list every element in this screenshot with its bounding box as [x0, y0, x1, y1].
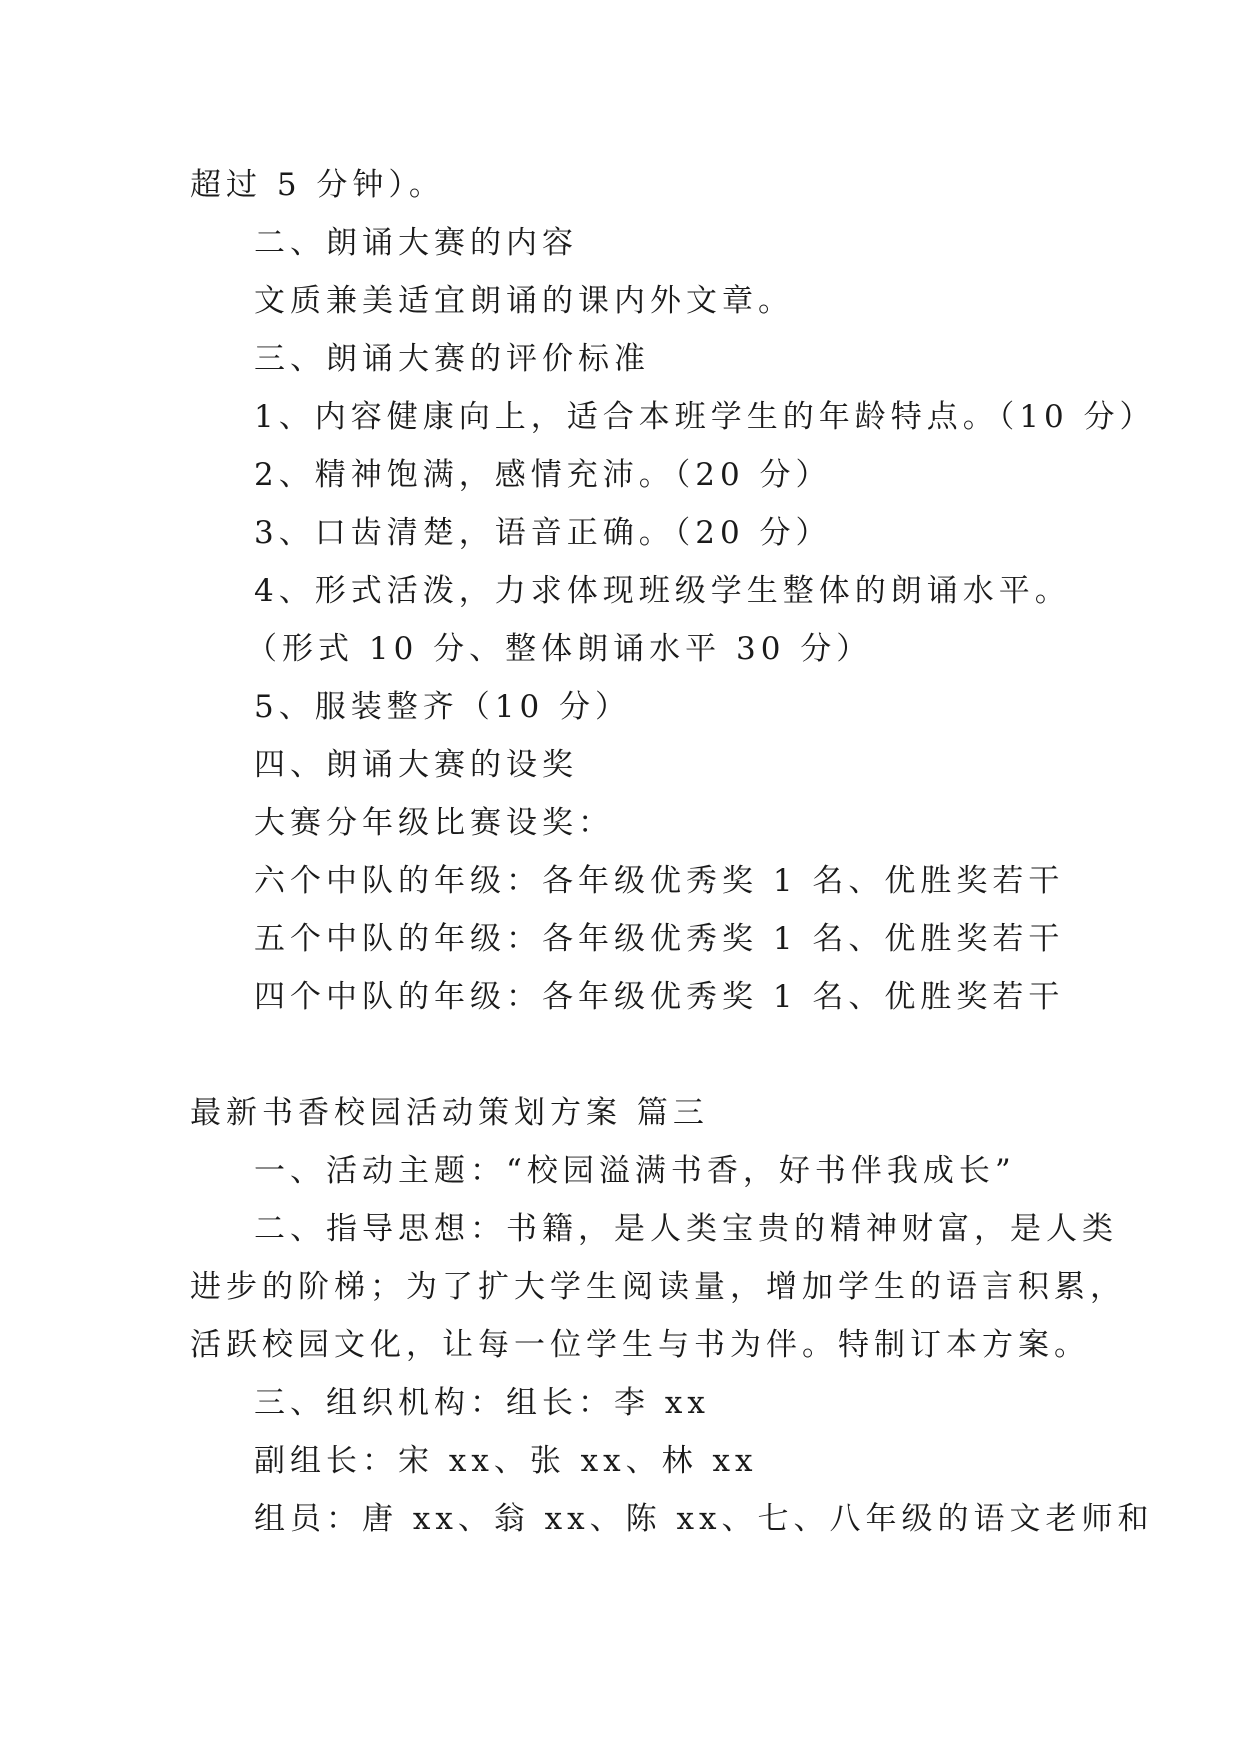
section-heading: 二、朗诵大赛的内容 [254, 225, 578, 261]
award-item: 四个中队的年级：各年级优秀奖 1 名、优胜奖若干 [254, 979, 1065, 1015]
text-line: 大赛分年级比赛设奖： [254, 805, 614, 841]
paragraph-line: 二、指导思想：书籍，是人类宝贵的精神财富，是人类 [254, 1211, 1118, 1247]
criteria-item: 2、精神饱满，感情充沛。（20 分） [254, 457, 832, 493]
section-heading: 四、朗诵大赛的设奖 [254, 747, 578, 783]
paragraph-line: 进步的阶梯；为了扩大学生阅读量，增加学生的语言积累， [190, 1269, 1126, 1305]
criteria-item: （形式 10 分、整体朗诵水平 30 分） [246, 631, 873, 667]
criteria-item: 5、服装整齐（10 分） [254, 689, 632, 725]
text-line: 三、组织机构：组长：李 xx [254, 1385, 710, 1421]
award-item: 六个中队的年级：各年级优秀奖 1 名、优胜奖若干 [254, 863, 1065, 899]
text-line: 副组长：宋 xx、张 xx、林 xx [254, 1443, 758, 1479]
award-item: 五个中队的年级：各年级优秀奖 1 名、优胜奖若干 [254, 921, 1065, 957]
text-line: 组员：唐 xx、翁 xx、陈 xx、七、八年级的语文老师和 [254, 1501, 1154, 1537]
section-heading: 三、朗诵大赛的评价标准 [254, 341, 650, 377]
text-line: 超过 5 分钟）。 [190, 167, 445, 203]
paragraph-line: 活跃校园文化，让每一位学生与书为伴。特制订本方案。 [190, 1327, 1090, 1363]
criteria-item: 3、口齿清楚，语音正确。（20 分） [254, 515, 832, 551]
text-line: 文质兼美适宜朗诵的课内外文章。 [254, 283, 794, 319]
section-title: 最新书香校园活动策划方案 篇三 [190, 1095, 709, 1131]
criteria-item: 4、形式活泼，力求体现班级学生整体的朗诵水平。 [254, 573, 1071, 609]
criteria-item: 1、内容健康向上，适合本班学生的年龄特点。（10 分） [254, 399, 1156, 435]
text-line: 一、活动主题：“校园溢满书香，好书伴我成长” [254, 1153, 1016, 1189]
